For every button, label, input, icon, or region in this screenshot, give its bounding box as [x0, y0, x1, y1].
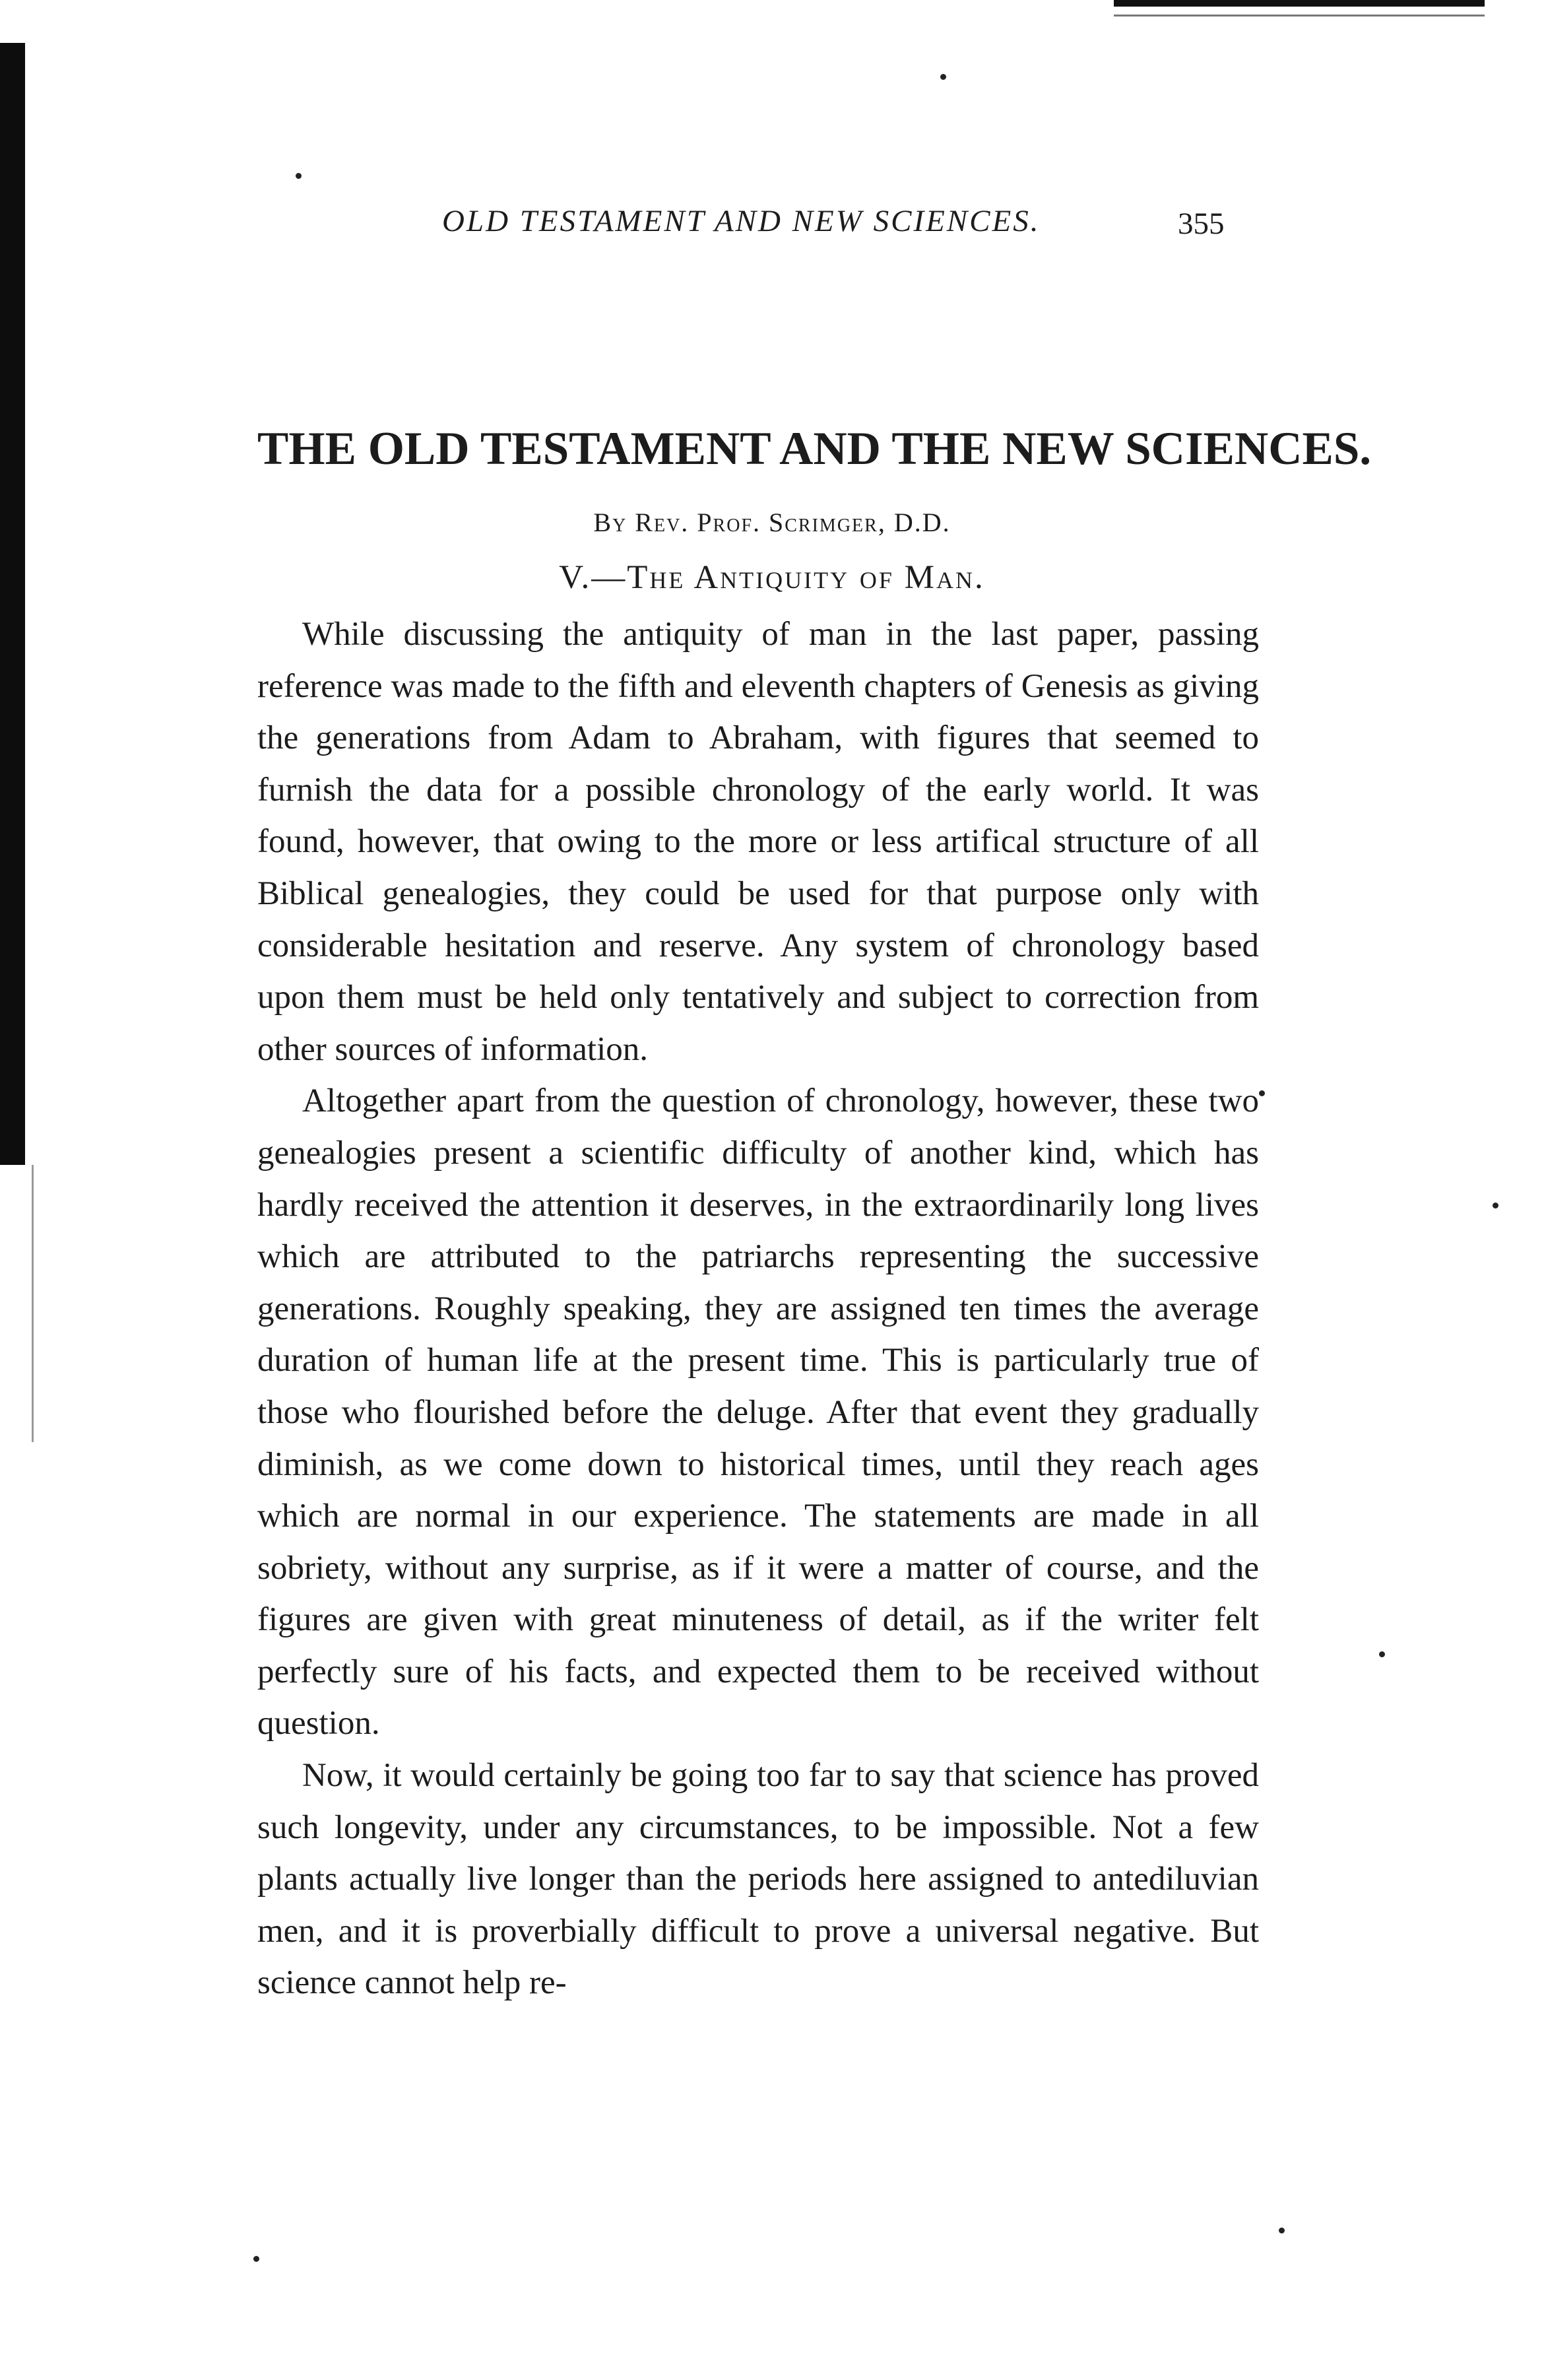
scan-speck: [1379, 1651, 1385, 1657]
paragraph: While discussing the antiquity of man in the last paper, passing reference was made to the fifth and eleventh chapters of Genesis as giving the generations from Adam to Abraham, with figures that seemed to furnish the data for a possible chronology of the early world. It was found, however, that owing to the more or less artifical structure of all Biblical genealogies, they could be used for that purpose only with considerable hesitation and reserve. Any system of chronology based upon them must be held only tentatively and subject to correction from other sources of information.: [257, 616, 1259, 1068]
scan-speck: [253, 2256, 259, 2262]
running-head: OLD TESTAMENT AND NEW SCIENCES.: [442, 204, 1041, 238]
scan-speck: [940, 74, 946, 80]
scan-speck: [296, 173, 302, 179]
scan-margin-bar: [0, 43, 25, 1165]
page-number: 355: [1178, 207, 1225, 241]
scan-top-line: [1114, 15, 1485, 17]
scan-top-bar: [1114, 0, 1485, 7]
paragraph: Altogether apart from the question of chronology, however, these two genealogies present a scientific difficulty of another kind, which has hardly received the attention it deserves, in the extraordinarily long lives which are attributed to the patriarchs representing the successive generations. Roughly speaking, they are assigned ten times the average duration of human life at the present time. This is particularly true of those who flourished before the deluge. After that event they gradually diminish, as we come down to historical times, until they reach ages which are normal in our experience. The statements are made in all sobriety, without any surprise, as if it were a matter of course, and the figures are given with great minuteness of detail, as if the writer felt perfectly sure of his facts, and expected them to be received without question.: [257, 1082, 1259, 1742]
article-byline: By Rev. Prof. Scrimger, D.D.: [593, 508, 951, 537]
article-title: THE OLD TESTAMENT AND THE NEW SCIENCES.: [257, 423, 1372, 475]
article-body: [257, 609, 1259, 2009]
scan-speck: [1259, 1090, 1265, 1096]
section-heading: V.—The Antiquity of Man.: [559, 559, 985, 596]
scan-margin-line: [32, 1165, 34, 1442]
scan-speck: [1493, 1203, 1498, 1208]
scan-speck: [1279, 2228, 1285, 2233]
paragraph: Now, it would certainly be going too far to say that science has proved such longevity, under any circumstances, to be impossible. Not a few plants actually live longer than the periods here assigned to antediluvian men, and it is proverbially difficult to prove a universal negative. But science cannot help re-: [257, 1757, 1259, 2002]
